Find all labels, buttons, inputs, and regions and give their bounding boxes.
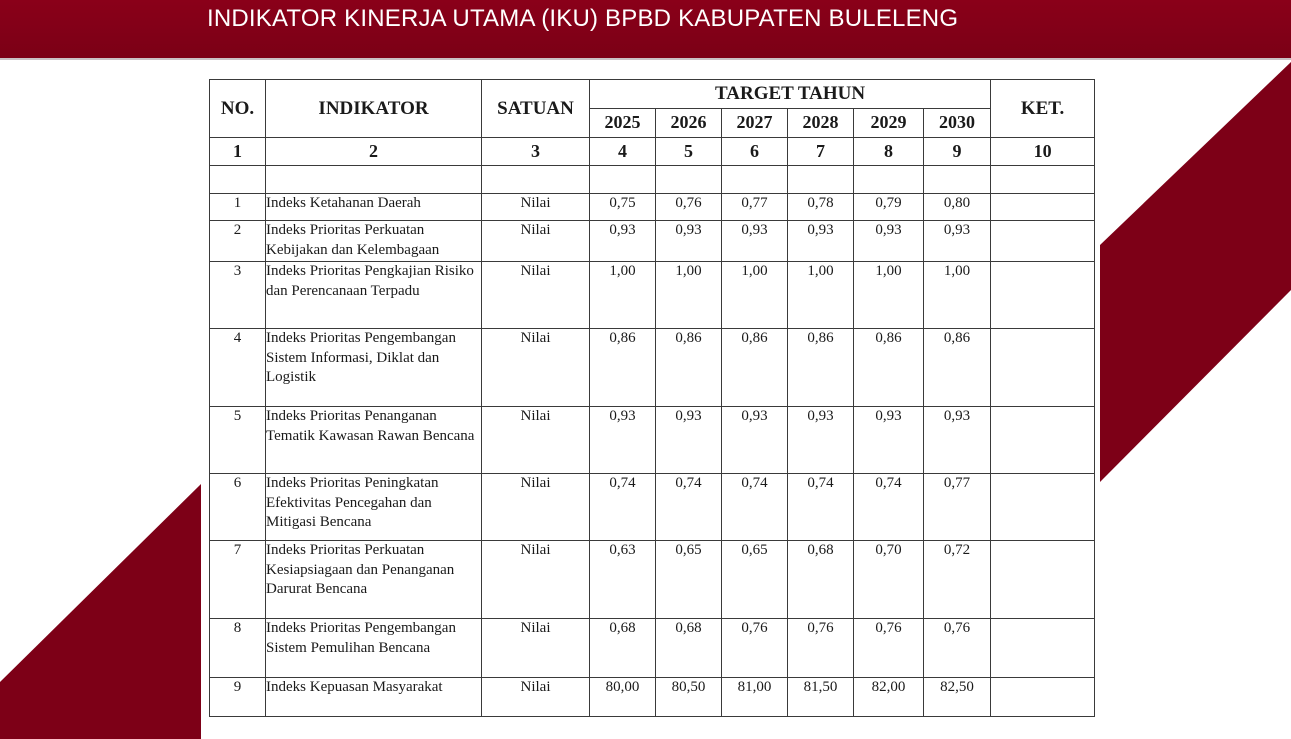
column-number: 2 — [266, 138, 482, 166]
row-number: 7 — [210, 541, 266, 619]
target-value-cell: 0,68 — [590, 619, 656, 678]
table-row — [210, 262, 1095, 329]
column-number: 10 — [991, 138, 1095, 166]
target-value-cell: 82,00 — [854, 678, 924, 717]
column-number: 1 — [210, 138, 266, 166]
indikator-cell: Indeks Prioritas Perkuatan Kebijakan dan Kelembagaan — [266, 221, 482, 262]
target-value-cell: 1,00 — [656, 262, 722, 329]
satuan-cell: Nilai — [482, 474, 590, 541]
target-value-cell: 0,86 — [590, 329, 656, 407]
target-value-cell: 0,86 — [656, 329, 722, 407]
target-value-cell: 0,63 — [590, 541, 656, 619]
target-value-cell: 0,72 — [924, 541, 991, 619]
target-value-cell: 1,00 — [590, 262, 656, 329]
target-value-cell: 0,70 — [854, 541, 924, 619]
target-value-cell: 0,76 — [722, 619, 788, 678]
ket-cell — [991, 221, 1095, 262]
header-year: 2030 — [924, 109, 991, 138]
ket-cell — [991, 678, 1095, 717]
row-number: 4 — [210, 329, 266, 407]
target-value-cell: 0,93 — [788, 221, 854, 262]
table-row — [210, 619, 1095, 678]
target-value-cell: 0,74 — [656, 474, 722, 541]
empty-cell — [656, 166, 722, 194]
target-value-cell: 0,68 — [656, 619, 722, 678]
ket-cell — [991, 262, 1095, 329]
header-year: 2025 — [590, 109, 656, 138]
target-value-cell: 0,78 — [788, 194, 854, 221]
empty-cell — [266, 166, 482, 194]
header-satuan: SATUAN — [482, 80, 590, 138]
column-number: 8 — [854, 138, 924, 166]
column-number: 3 — [482, 138, 590, 166]
satuan-cell: Nilai — [482, 678, 590, 717]
column-number: 4 — [590, 138, 656, 166]
target-value-cell: 0,76 — [924, 619, 991, 678]
header-year: 2027 — [722, 109, 788, 138]
target-value-cell: 0,93 — [656, 221, 722, 262]
target-value-cell: 0,93 — [854, 221, 924, 262]
target-value-cell: 0,74 — [854, 474, 924, 541]
target-value-cell: 0,74 — [788, 474, 854, 541]
indikator-cell: Indeks Prioritas Penanganan Tematik Kawasan Rawan Bencana — [266, 407, 482, 474]
target-value-cell: 1,00 — [854, 262, 924, 329]
target-value-cell: 81,50 — [788, 678, 854, 717]
ket-cell — [991, 407, 1095, 474]
target-value-cell: 0,65 — [656, 541, 722, 619]
target-value-cell: 0,93 — [722, 221, 788, 262]
header-year: 2026 — [656, 109, 722, 138]
target-value-cell: 1,00 — [722, 262, 788, 329]
target-value-cell: 0,93 — [590, 407, 656, 474]
empty-cell — [854, 166, 924, 194]
spacer-row — [210, 166, 1095, 194]
target-value-cell: 0,93 — [788, 407, 854, 474]
satuan-cell: Nilai — [482, 194, 590, 221]
table-body — [210, 138, 1095, 717]
header-indikator: INDIKATOR — [266, 80, 482, 138]
row-number: 5 — [210, 407, 266, 474]
iku-table — [209, 79, 1095, 717]
target-value-cell: 0,86 — [722, 329, 788, 407]
target-value-cell: 80,50 — [656, 678, 722, 717]
target-value-cell: 0,76 — [656, 194, 722, 221]
ket-cell — [991, 541, 1095, 619]
header-year: 2028 — [788, 109, 854, 138]
indikator-cell: Indeks Kepuasan Masyarakat — [266, 678, 482, 717]
ket-cell — [991, 619, 1095, 678]
row-number: 3 — [210, 262, 266, 329]
target-value-cell: 0,65 — [722, 541, 788, 619]
satuan-cell: Nilai — [482, 541, 590, 619]
column-number: 9 — [924, 138, 991, 166]
column-number-row — [210, 138, 1095, 166]
row-number: 8 — [210, 619, 266, 678]
table-row — [210, 541, 1095, 619]
target-value-cell: 0,86 — [924, 329, 991, 407]
target-value-cell: 0,74 — [590, 474, 656, 541]
target-value-cell: 0,77 — [924, 474, 991, 541]
target-value-cell: 1,00 — [788, 262, 854, 329]
row-number: 9 — [210, 678, 266, 717]
row-number: 2 — [210, 221, 266, 262]
target-value-cell: 0,76 — [854, 619, 924, 678]
target-value-cell: 82,50 — [924, 678, 991, 717]
target-value-cell: 0,93 — [924, 221, 991, 262]
table-row — [210, 194, 1095, 221]
indikator-cell: Indeks Ketahanan Daerah — [266, 194, 482, 221]
indikator-cell: Indeks Prioritas Pengembangan Sistem Pemulihan Bencana — [266, 619, 482, 678]
target-value-cell: 0,77 — [722, 194, 788, 221]
table-row — [210, 407, 1095, 474]
column-number: 6 — [722, 138, 788, 166]
column-number: 5 — [656, 138, 722, 166]
target-value-cell: 0,76 — [788, 619, 854, 678]
header-no: NO. — [210, 80, 266, 138]
ket-cell — [991, 474, 1095, 541]
target-value-cell: 1,00 — [924, 262, 991, 329]
column-number: 7 — [788, 138, 854, 166]
empty-cell — [788, 166, 854, 194]
empty-cell — [590, 166, 656, 194]
slide-title: INDIKATOR KINERJA UTAMA (IKU) BPBD KABUPATEN BULELENG — [207, 5, 959, 32]
target-value-cell: 81,00 — [722, 678, 788, 717]
satuan-cell: Nilai — [482, 221, 590, 262]
satuan-cell: Nilai — [482, 329, 590, 407]
ket-cell — [991, 329, 1095, 407]
empty-cell — [482, 166, 590, 194]
target-value-cell: 0,86 — [854, 329, 924, 407]
empty-cell — [991, 166, 1095, 194]
indikator-cell: Indeks Prioritas Perkuatan Kesiapsiagaan dan Penanganan Darurat Bencana — [266, 541, 482, 619]
target-value-cell: 0,75 — [590, 194, 656, 221]
empty-cell — [722, 166, 788, 194]
ket-cell — [991, 194, 1095, 221]
table-row — [210, 329, 1095, 407]
table-row — [210, 221, 1095, 262]
right-diagonal-band — [1100, 62, 1291, 482]
row-number: 6 — [210, 474, 266, 541]
target-value-cell: 0,86 — [788, 329, 854, 407]
row-number: 1 — [210, 194, 266, 221]
left-bottom-triangle — [0, 484, 201, 739]
header-ket: KET. — [991, 80, 1095, 138]
target-value-cell: 0,74 — [722, 474, 788, 541]
table-row — [210, 474, 1095, 541]
indikator-cell: Indeks Prioritas Pengembangan Sistem Informasi, Diklat dan Logistik — [266, 329, 482, 407]
target-value-cell: 0,93 — [854, 407, 924, 474]
header-year: 2029 — [854, 109, 924, 138]
empty-cell — [924, 166, 991, 194]
target-value-cell: 0,93 — [722, 407, 788, 474]
indikator-cell: Indeks Prioritas Peningkatan Efektivitas Pencegahan dan Mitigasi Bencana — [266, 474, 482, 541]
header-target-tahun: TARGET TAHUN — [590, 80, 991, 109]
target-value-cell: 0,93 — [656, 407, 722, 474]
empty-cell — [210, 166, 266, 194]
satuan-cell: Nilai — [482, 262, 590, 329]
target-value-cell: 0,68 — [788, 541, 854, 619]
satuan-cell: Nilai — [482, 407, 590, 474]
indikator-cell: Indeks Prioritas Pengkajian Risiko dan Perencanaan Terpadu — [266, 262, 482, 329]
target-value-cell: 80,00 — [590, 678, 656, 717]
satuan-cell: Nilai — [482, 619, 590, 678]
target-value-cell: 0,79 — [854, 194, 924, 221]
table-row — [210, 678, 1095, 717]
target-value-cell: 0,80 — [924, 194, 991, 221]
target-value-cell: 0,93 — [590, 221, 656, 262]
target-value-cell: 0,93 — [924, 407, 991, 474]
